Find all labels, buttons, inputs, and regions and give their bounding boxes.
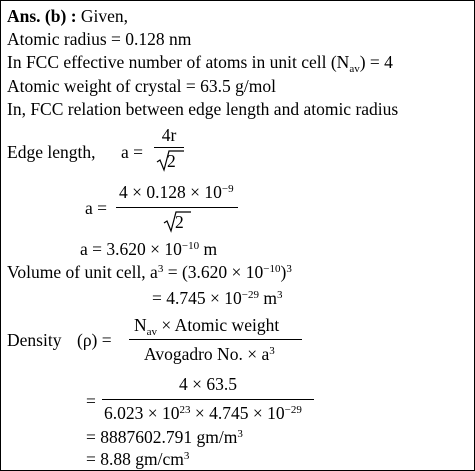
volume-result-exp: −29 xyxy=(241,289,259,301)
atoms-per-cell-value: ) = 4 xyxy=(359,52,393,72)
density-sub-numerator: 4 × 63.5 xyxy=(179,374,237,394)
volume-power: 3 xyxy=(157,263,164,275)
atoms-per-cell-text: In FCC effective number of atoms in unit cell (N xyxy=(7,52,350,72)
volume-result-power: 3 xyxy=(276,289,283,301)
edge-denominator: 2 xyxy=(167,151,176,171)
edge-fraction-bar xyxy=(154,147,184,148)
volume-result-text: = 4.745 × 10 xyxy=(152,288,242,308)
volume-exp: −10 xyxy=(263,263,281,275)
density-label: Density xyxy=(7,330,62,350)
volume-text: Volume of unit cell, a xyxy=(7,262,158,282)
volume-value-exp: −29 xyxy=(284,404,302,416)
density-denominator-power: 3 xyxy=(269,345,275,357)
avogadro-exp: 23 xyxy=(179,404,191,416)
atoms-per-cell-line xyxy=(7,52,393,75)
volume-result-unit: m xyxy=(258,288,277,308)
density-result-cgs-text: = 8.88 gm/cm xyxy=(86,449,184,469)
volume-expression: = (3.620 × 10 xyxy=(163,262,264,282)
a-numerator-text: 4 × 0.128 × 10 xyxy=(119,182,222,202)
density-result-si-text: = 8887602.791 gm/m xyxy=(86,427,238,447)
volume-power-2: 3 xyxy=(286,263,292,275)
answer-header xyxy=(7,8,128,26)
density-sub-fraction-bar xyxy=(102,399,314,400)
density-result-cgs xyxy=(86,451,189,469)
a-lhs: a = xyxy=(85,198,108,218)
a-result-exp: −10 xyxy=(181,240,200,252)
volume-value: × 4.745 × 10 xyxy=(190,403,285,423)
fcc-relation-line: In, FCC relation between edge length and atomic radius xyxy=(7,99,399,119)
n-subscript: av xyxy=(349,63,360,75)
a-numerator-exp: −9 xyxy=(221,183,234,195)
a-result-text: a = 3.620 × 10 xyxy=(80,239,182,259)
density-result-cgs-power: 3 xyxy=(183,450,190,462)
a-result-unit: m xyxy=(199,239,218,259)
edge-numerator: 4r xyxy=(161,125,177,145)
a-numerator xyxy=(119,184,234,202)
volume-line xyxy=(7,264,292,282)
edge-length-label: Edge length, xyxy=(7,142,96,162)
a-result xyxy=(80,241,217,259)
density-sub-denominator xyxy=(104,405,302,423)
density-fraction-bar xyxy=(129,339,302,340)
density-n-subscript: av xyxy=(146,326,158,338)
density-result-si-power: 3 xyxy=(237,428,243,440)
density-symbol: (ρ) = xyxy=(77,330,112,350)
answer-label: Ans. (b) : xyxy=(7,6,77,26)
given-label: Given, xyxy=(80,6,129,26)
density-sub-eq: = xyxy=(86,391,96,411)
density-numerator xyxy=(134,315,280,338)
edge-lhs: a = xyxy=(121,142,144,162)
avogadro-value: 6.023 × 10 xyxy=(104,403,180,423)
density-denominator xyxy=(144,346,275,364)
density-result-si xyxy=(86,429,243,447)
density-denominator-text: Avogadro No. × a xyxy=(144,344,270,364)
volume-close: ) xyxy=(280,262,287,282)
atomic-weight-line: Atomic weight of crystal = 63.5 g/mol xyxy=(7,76,276,96)
density-numerator-text: × Atomic weight xyxy=(157,315,280,335)
a-denominator: 2 xyxy=(175,212,184,232)
a-fraction-bar xyxy=(116,207,238,208)
density-n: N xyxy=(134,315,147,335)
atomic-radius-line: Atomic radius = 0.128 nm xyxy=(7,29,192,49)
volume-result xyxy=(152,290,282,308)
